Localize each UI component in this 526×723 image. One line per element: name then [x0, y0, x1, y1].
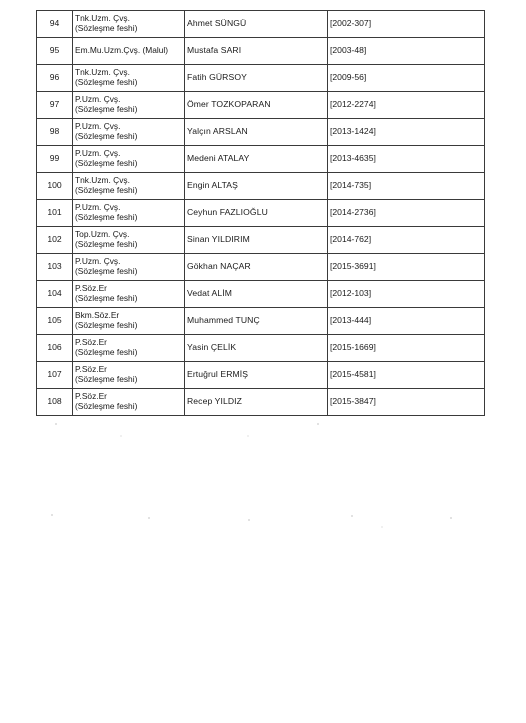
rank-note: (Sözleşme feshi) [75, 347, 138, 357]
reference-code: [2003-48] [328, 38, 485, 65]
rank-note: (Sözleşme feshi) [75, 131, 138, 141]
reference-code: [2015-3691] [328, 254, 485, 281]
row-number: 105 [37, 308, 73, 335]
row-number: 95 [37, 38, 73, 65]
scan-speck [351, 515, 352, 516]
row-number: 98 [37, 119, 73, 146]
scan-speck [382, 527, 383, 528]
person-name: Muhammed TUNÇ [185, 308, 328, 335]
reference-code: [2014-2736] [328, 200, 485, 227]
row-number: 108 [37, 389, 73, 416]
rank-title: P.Uzm. Çvş. [75, 121, 121, 132]
reference-code: [2012-2274] [328, 92, 485, 119]
rank-title: P.Uzm. Çvş. [75, 256, 121, 267]
rank-note: (Sözleşme feshi) [75, 401, 138, 411]
table-row [37, 362, 485, 389]
rank-title: Top.Uzm. Çvş. [75, 229, 130, 240]
rank-title: P.Söz.Er [75, 364, 107, 375]
rank-title: P.Uzm. Çvş. [75, 148, 121, 159]
scan-speck [51, 514, 52, 515]
rank-title: Tnk.Uzm. Çvş. [75, 67, 130, 78]
personnel-table [36, 10, 485, 416]
person-name: Ahmet SÜNGÜ [185, 11, 328, 38]
rank-cell [73, 389, 185, 416]
rank-title: Tnk.Uzm. Çvş. [75, 13, 130, 24]
table-row [37, 254, 485, 281]
rank-note: (Sözleşme feshi) [75, 293, 138, 303]
rank-cell [73, 65, 185, 92]
scan-speck [148, 517, 149, 518]
table-row [37, 173, 485, 200]
rank-note: (Sözleşme feshi) [75, 77, 138, 87]
rank-cell [73, 173, 185, 200]
reference-code: [2002-307] [328, 11, 485, 38]
row-number: 102 [37, 227, 73, 254]
row-number: 106 [37, 335, 73, 362]
rank-cell [73, 254, 185, 281]
rank-title: Em.Mu.Uzm.Çvş. (Malul) [75, 45, 169, 56]
reference-code: [2013-444] [328, 308, 485, 335]
scan-speck [248, 436, 249, 437]
reference-code: [2009-56] [328, 65, 485, 92]
rank-cell [73, 227, 185, 254]
table-row [37, 11, 485, 38]
table-row [37, 335, 485, 362]
table-row [37, 65, 485, 92]
scan-speck [55, 423, 56, 424]
table-row [37, 38, 485, 65]
reference-code: [2015-3847] [328, 389, 485, 416]
person-name: Recep YILDIZ [185, 389, 328, 416]
reference-code: [2013-1424] [328, 119, 485, 146]
rank-note: (Sözleşme feshi) [75, 158, 138, 168]
rank-cell [73, 38, 185, 65]
reference-code: [2014-762] [328, 227, 485, 254]
rank-cell [73, 281, 185, 308]
rank-cell [73, 335, 185, 362]
rank-note: (Sözleşme feshi) [75, 185, 138, 195]
rank-note: (Sözleşme feshi) [75, 266, 138, 276]
rank-title: P.Uzm. Çvş. [75, 202, 121, 213]
rank-title: Bkm.Söz.Er [75, 310, 120, 321]
rank-note: (Sözleşme feshi) [75, 239, 138, 249]
row-number: 100 [37, 173, 73, 200]
rank-note: (Sözleşme feshi) [75, 104, 138, 114]
reference-code: [2015-1669] [328, 335, 485, 362]
rank-note: (Sözleşme feshi) [75, 212, 138, 222]
rank-note: (Sözleşme feshi) [75, 374, 138, 384]
person-name: Engin ALTAŞ [185, 173, 328, 200]
rank-cell [73, 119, 185, 146]
row-number: 101 [37, 200, 73, 227]
rank-note: (Sözleşme feshi) [75, 320, 138, 330]
table-row [37, 119, 485, 146]
row-number: 97 [37, 92, 73, 119]
reference-code: [2015-4581] [328, 362, 485, 389]
person-name: Ertuğrul ERMİŞ [185, 362, 328, 389]
person-name: Sinan YILDIRIM [185, 227, 328, 254]
table-row [37, 200, 485, 227]
row-number: 103 [37, 254, 73, 281]
scan-speck [248, 519, 249, 520]
row-number: 94 [37, 11, 73, 38]
rank-title: Tnk.Uzm. Çvş. [75, 175, 130, 186]
reference-code: [2013-4635] [328, 146, 485, 173]
person-name: Yalçın ARSLAN [185, 119, 328, 146]
reference-code: [2014-735] [328, 173, 485, 200]
row-number: 99 [37, 146, 73, 173]
table-row [37, 92, 485, 119]
person-name: Yasin ÇELİK [185, 335, 328, 362]
rank-title: P.Uzm. Çvş. [75, 94, 121, 105]
scan-speck [317, 423, 318, 424]
person-name: Vedat ALİM [185, 281, 328, 308]
table-row [37, 389, 485, 416]
person-name: Medeni ATALAY [185, 146, 328, 173]
table-row [37, 281, 485, 308]
rank-title: P.Söz.Er [75, 337, 107, 348]
reference-code: [2012-103] [328, 281, 485, 308]
row-number: 96 [37, 65, 73, 92]
table-row [37, 146, 485, 173]
table-row [37, 308, 485, 335]
table-row [37, 227, 485, 254]
scan-speck [450, 517, 451, 518]
rank-title: P.Söz.Er [75, 283, 107, 294]
rank-cell [73, 92, 185, 119]
rank-cell [73, 146, 185, 173]
rank-note: (Sözleşme feshi) [75, 23, 138, 33]
person-name: Mustafa SARI [185, 38, 328, 65]
rank-title: P.Söz.Er [75, 391, 107, 402]
row-number: 104 [37, 281, 73, 308]
rank-cell [73, 200, 185, 227]
person-name: Gökhan NAÇAR [185, 254, 328, 281]
scan-speck [121, 436, 122, 437]
rank-cell [73, 11, 185, 38]
row-number: 107 [37, 362, 73, 389]
person-name: Ceyhun FAZLIOĞLU [185, 200, 328, 227]
person-name: Fatih GÜRSOY [185, 65, 328, 92]
rank-cell [73, 308, 185, 335]
person-name: Ömer TOZKOPARAN [185, 92, 328, 119]
rank-cell [73, 362, 185, 389]
